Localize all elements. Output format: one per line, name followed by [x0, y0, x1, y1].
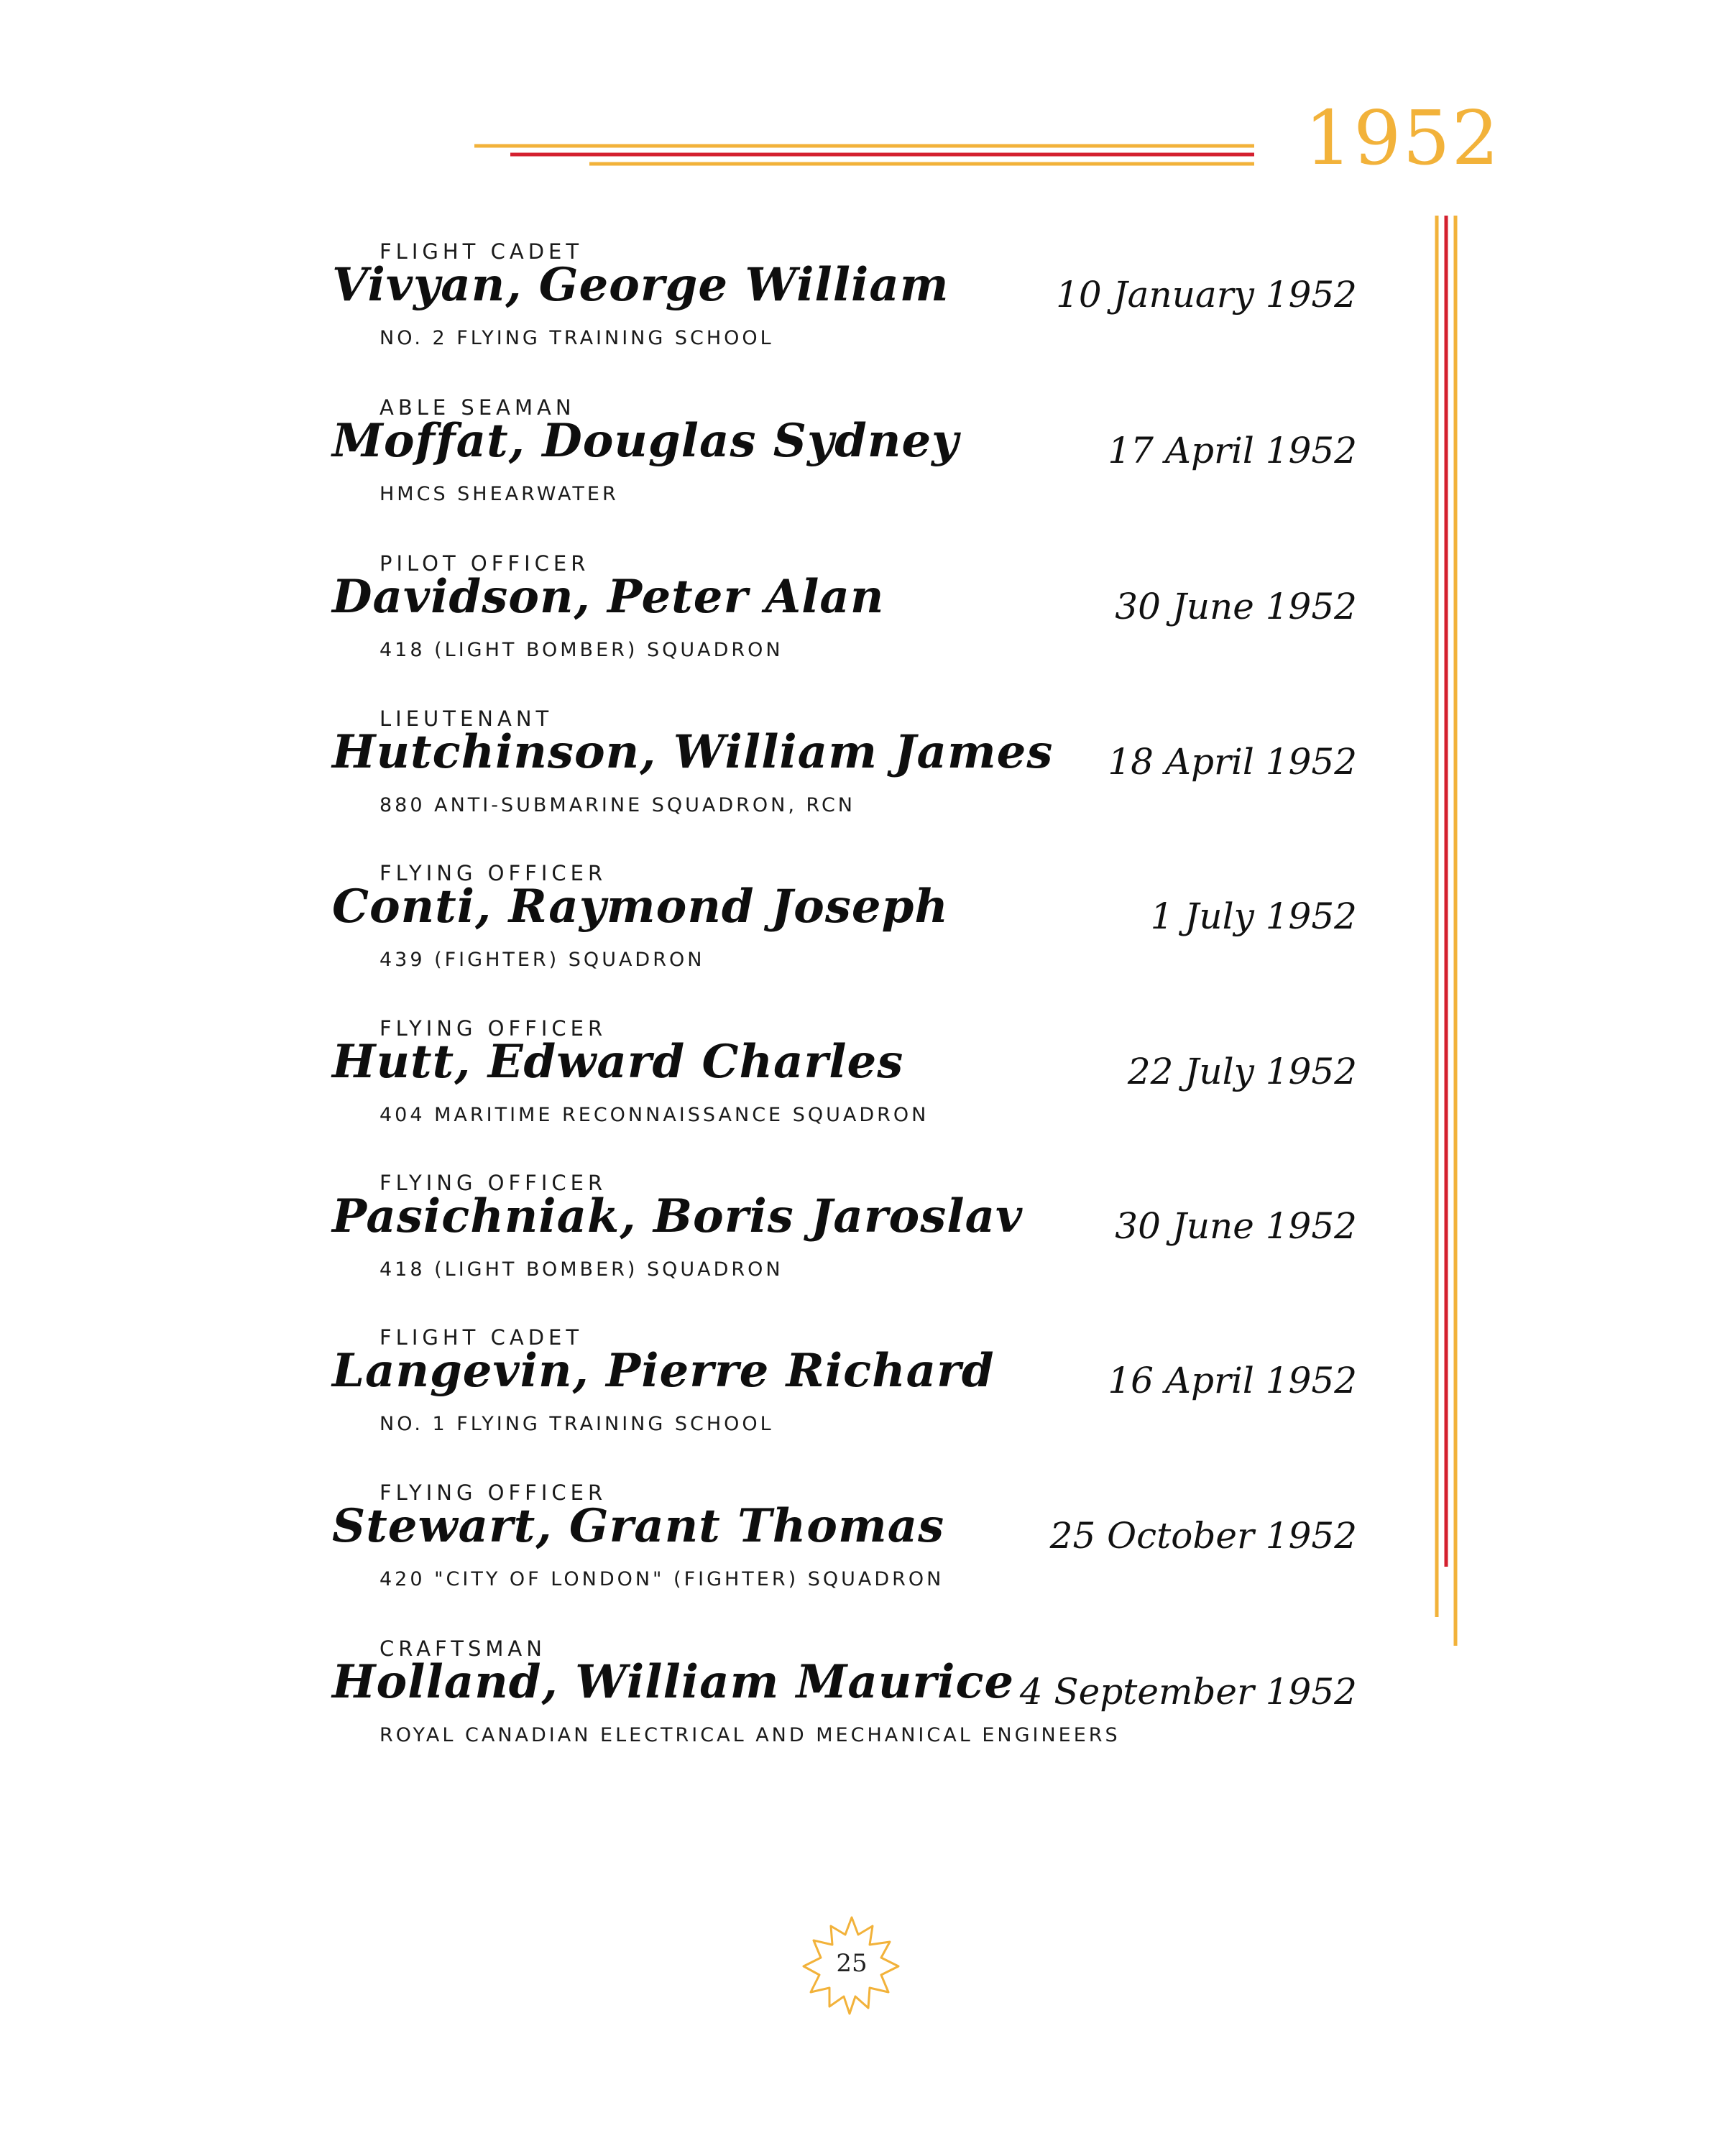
entry-unit: NO. 2 FLYING TRAINING SCHOOL	[380, 327, 774, 349]
list-item	[0, 551, 1725, 709]
entry-date: 25 October 1952	[1049, 1515, 1357, 1557]
entry-rank: FLYING OFFICER	[380, 861, 607, 885]
entry-rank: LIEUTENANT	[380, 706, 553, 731]
entry-name: Stewart, Grant Thomas	[332, 1499, 945, 1553]
entry-date: 17 April 1952	[1108, 430, 1357, 471]
entry-date: 10 January 1952	[1056, 274, 1357, 315]
list-item	[0, 395, 1725, 553]
list-item	[0, 1016, 1725, 1174]
entry-date: 1 July 1952	[1150, 895, 1357, 937]
entry-rank: FLIGHT CADET	[380, 239, 584, 264]
entry-unit: 439 (FIGHTER) SQUADRON	[380, 949, 705, 971]
page-year: 1952	[1305, 94, 1501, 182]
list-item	[0, 1171, 1725, 1329]
entry-date: 30 June 1952	[1115, 1205, 1357, 1247]
entry-name: Hutt, Edward Charles	[332, 1035, 904, 1089]
entry-rank: FLYING OFFICER	[380, 1171, 607, 1195]
entry-unit: HMCS SHEARWATER	[380, 483, 619, 505]
page-number: 25	[836, 1949, 868, 1978]
entry-date: 16 April 1952	[1108, 1360, 1357, 1401]
entry-name: Pasichniak, Boris Jaroslav	[332, 1189, 1024, 1243]
entry-rank: FLIGHT CADET	[380, 1325, 584, 1350]
list-item	[0, 706, 1725, 865]
entry-date: 18 April 1952	[1108, 741, 1357, 783]
entry-rank: FLYING OFFICER	[380, 1016, 607, 1041]
entry-name: Langevin, Pierre Richard	[332, 1344, 995, 1398]
list-item	[0, 1480, 1725, 1639]
list-item	[0, 239, 1725, 397]
entry-rank: ABLE SEAMAN	[380, 395, 576, 420]
entry-rank: FLYING OFFICER	[380, 1480, 607, 1505]
entry-unit: 404 MARITIME RECONNAISSANCE SQUADRON	[380, 1104, 929, 1126]
entry-unit: 418 (LIGHT BOMBER) SQUADRON	[380, 639, 783, 661]
entry-unit: ROYAL CANADIAN ELECTRICAL AND MECHANICAL ENGINEERS	[380, 1724, 1121, 1746]
entry-name: Vivyan, George William	[332, 258, 949, 312]
entry-date: 4 September 1952	[1019, 1671, 1357, 1713]
entry-unit: 420 "CITY OF LONDON" (FIGHTER) SQUADRON	[380, 1568, 944, 1590]
entry-date: 30 June 1952	[1115, 586, 1357, 627]
entry-name: Hutchinson, William James	[332, 725, 1054, 779]
entry-name: Holland, William Maurice	[332, 1655, 1015, 1709]
entry-name: Conti, Raymond Joseph	[332, 880, 949, 934]
list-item	[0, 861, 1725, 1019]
entry-date: 22 July 1952	[1127, 1051, 1357, 1092]
entry-name: Davidson, Peter Alan	[332, 570, 885, 624]
list-item	[0, 1325, 1725, 1483]
entry-rank: CRAFTSMAN	[380, 1636, 546, 1661]
entry-unit: NO. 1 FLYING TRAINING SCHOOL	[380, 1413, 774, 1435]
entry-unit: 880 ANTI-SUBMARINE SQUADRON, RCN	[380, 794, 855, 816]
list-item	[0, 1636, 1725, 1795]
entry-name: Moffat, Douglas Sydney	[332, 414, 960, 468]
entry-unit: 418 (LIGHT BOMBER) SQUADRON	[380, 1258, 783, 1281]
entry-rank: PILOT OFFICER	[380, 551, 590, 576]
